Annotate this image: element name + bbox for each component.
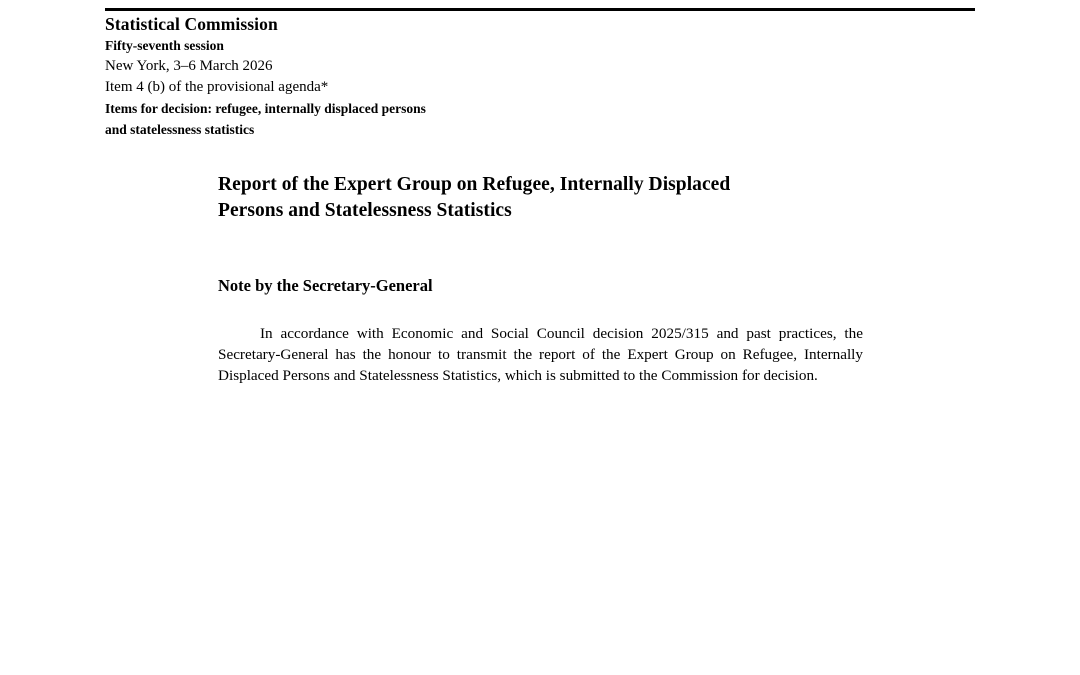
item-title-line-2: and statelessness statistics: [105, 122, 255, 137]
session-header-block: [105, 14, 805, 140]
document-subtitle: Note by the Secretary-General: [218, 276, 433, 295]
item-title-line-1: Items for decision: refugee, internally displaced persons: [105, 101, 426, 116]
session-number: Fifty-seventh session: [105, 38, 224, 53]
header-rule: [105, 8, 975, 11]
commission-name: Statistical Commission: [105, 14, 278, 34]
place-and-date: New York, 3–6 March 2026: [105, 58, 273, 74]
body-paragraph: In accordance with Economic and Social Council decision 2025/315 and past practices, the Secretary-General has the honour to transmit the report of the Expert Group on Refugee, Internally Displaced Persons and Statelessness Statistics, which is submitted to the Commission for decision.: [218, 325, 863, 384]
page-title: Report of the Expert Group on Refugee, Internally Displaced Persons and Statelessness Statistics: [218, 174, 731, 221]
agenda-item: Item 4 (b) of the provisional agenda*: [105, 79, 329, 95]
document-body: [218, 172, 863, 386]
